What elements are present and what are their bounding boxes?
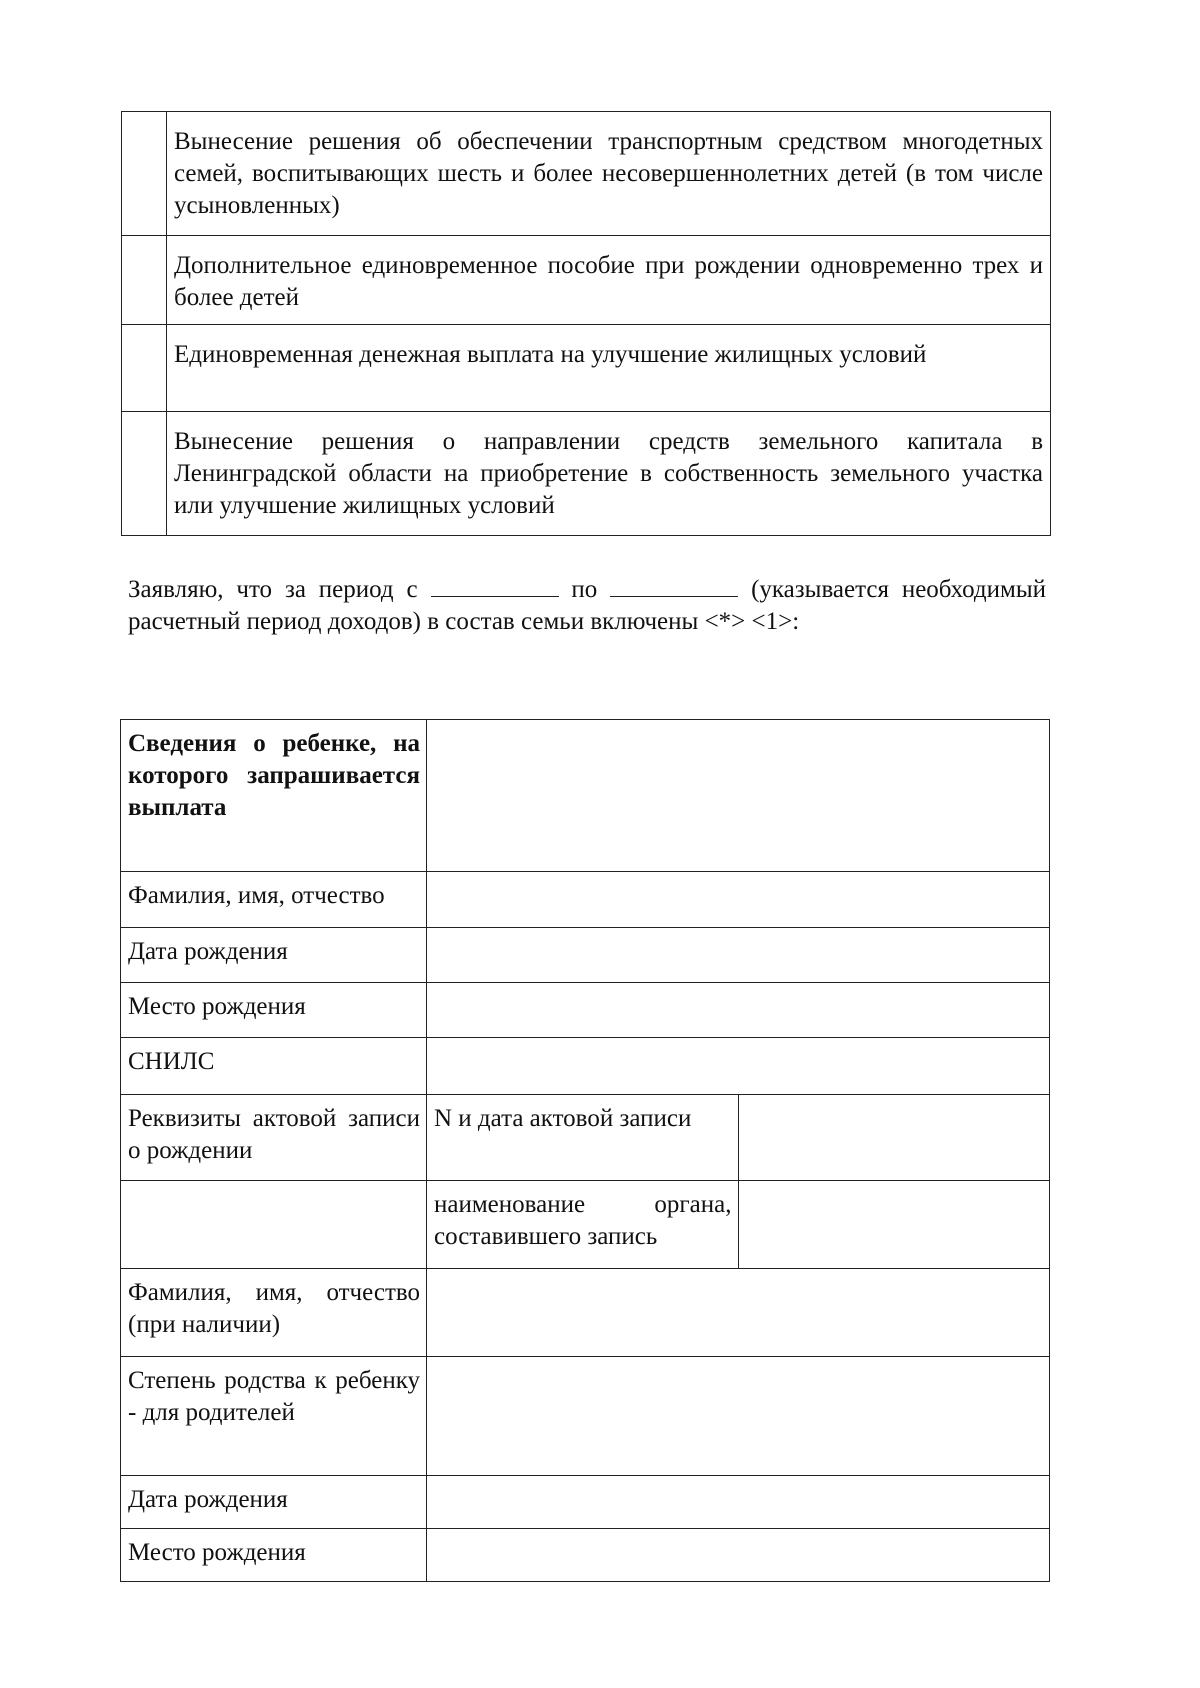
parent-full-name-label: Фамилия, имя, отчество (при наличии) [121, 1269, 427, 1357]
benefit-checkbox-cell[interactable] [122, 236, 167, 325]
period-end-blank[interactable] [610, 574, 738, 597]
relationship-field[interactable] [427, 1357, 1050, 1476]
table-row [121, 1269, 1050, 1357]
table-row [121, 1181, 1050, 1269]
child-full-name-label: Фамилия, имя, отчество [121, 872, 427, 928]
benefit-row [122, 412, 1051, 536]
parent-full-name-field[interactable] [427, 1269, 1050, 1357]
record-details-label: Реквизиты актовой записи о рождении [121, 1095, 427, 1181]
parent-birth-date-field[interactable] [427, 1476, 1050, 1529]
child-section-header: Сведения о ребенке, на которого запрашивается выплата [121, 720, 427, 872]
benefit-label: Дополнительное единовременное пособие при рождении одновременно трех и более детей [167, 236, 1051, 325]
parent-birth-place-field[interactable] [427, 1529, 1050, 1582]
record-details-continued [121, 1181, 427, 1269]
parent-birth-date-label: Дата рождения [121, 1476, 427, 1529]
benefit-row [122, 236, 1051, 325]
child-birth-date-label: Дата рождения [121, 928, 427, 983]
child-snils-field[interactable] [427, 1038, 1050, 1095]
statement-part-2: по [571, 576, 598, 603]
table-row [121, 1529, 1050, 1582]
record-authority-field[interactable] [738, 1181, 1050, 1269]
table-row [121, 1038, 1050, 1095]
relationship-label: Степень родства к ребенку - для родителей [121, 1357, 427, 1476]
benefit-label: Вынесение решения об обеспечении транспортным средством многодетных семей, воспитывающих шесть и более несовершеннолетних детей (в том числе усыновленных) [167, 112, 1051, 236]
table-row [121, 983, 1050, 1038]
record-number-date-label: N и дата актовой записи [427, 1095, 739, 1181]
table-row [121, 928, 1050, 983]
child-info-table [120, 719, 1050, 1582]
period-start-blank[interactable] [431, 574, 559, 597]
child-birth-date-field[interactable] [427, 928, 1050, 983]
parent-birth-place-label: Место рождения [121, 1529, 427, 1582]
child-full-name-field[interactable] [427, 872, 1050, 928]
child-birth-place-field[interactable] [427, 983, 1050, 1038]
benefit-checkbox-cell[interactable] [122, 325, 167, 412]
table-row [121, 1357, 1050, 1476]
benefit-checkbox-cell[interactable] [122, 112, 167, 236]
child-section-value[interactable] [427, 720, 1050, 872]
child-snils-label: СНИЛС [121, 1038, 427, 1095]
record-number-date-field[interactable] [738, 1095, 1050, 1181]
record-authority-label: наименование органа, составившего запись [427, 1181, 739, 1269]
child-birth-place-label: Место рождения [121, 983, 427, 1038]
table-row [121, 872, 1050, 928]
table-row [121, 720, 1050, 872]
table-row [121, 1476, 1050, 1529]
benefit-row [122, 325, 1051, 412]
benefit-row [122, 112, 1051, 236]
table-row [121, 1095, 1050, 1181]
benefit-label: Единовременная денежная выплата на улучшение жилищных условий [167, 325, 1051, 412]
statement-part-1: Заявляю, что за период с [128, 576, 418, 603]
statement-part-3: (указывается необходимый расчетный период доходов) в состав семьи включены <*> <1>: [128, 576, 1046, 635]
benefits-table [121, 111, 1051, 536]
benefit-checkbox-cell[interactable] [122, 412, 167, 536]
period-statement [128, 574, 1046, 638]
benefit-label: Вынесение решения о направлении средств земельного капитала в Ленинградской области на приобретение в собственность земельного участка или улучшение жилищных условий [167, 412, 1051, 536]
